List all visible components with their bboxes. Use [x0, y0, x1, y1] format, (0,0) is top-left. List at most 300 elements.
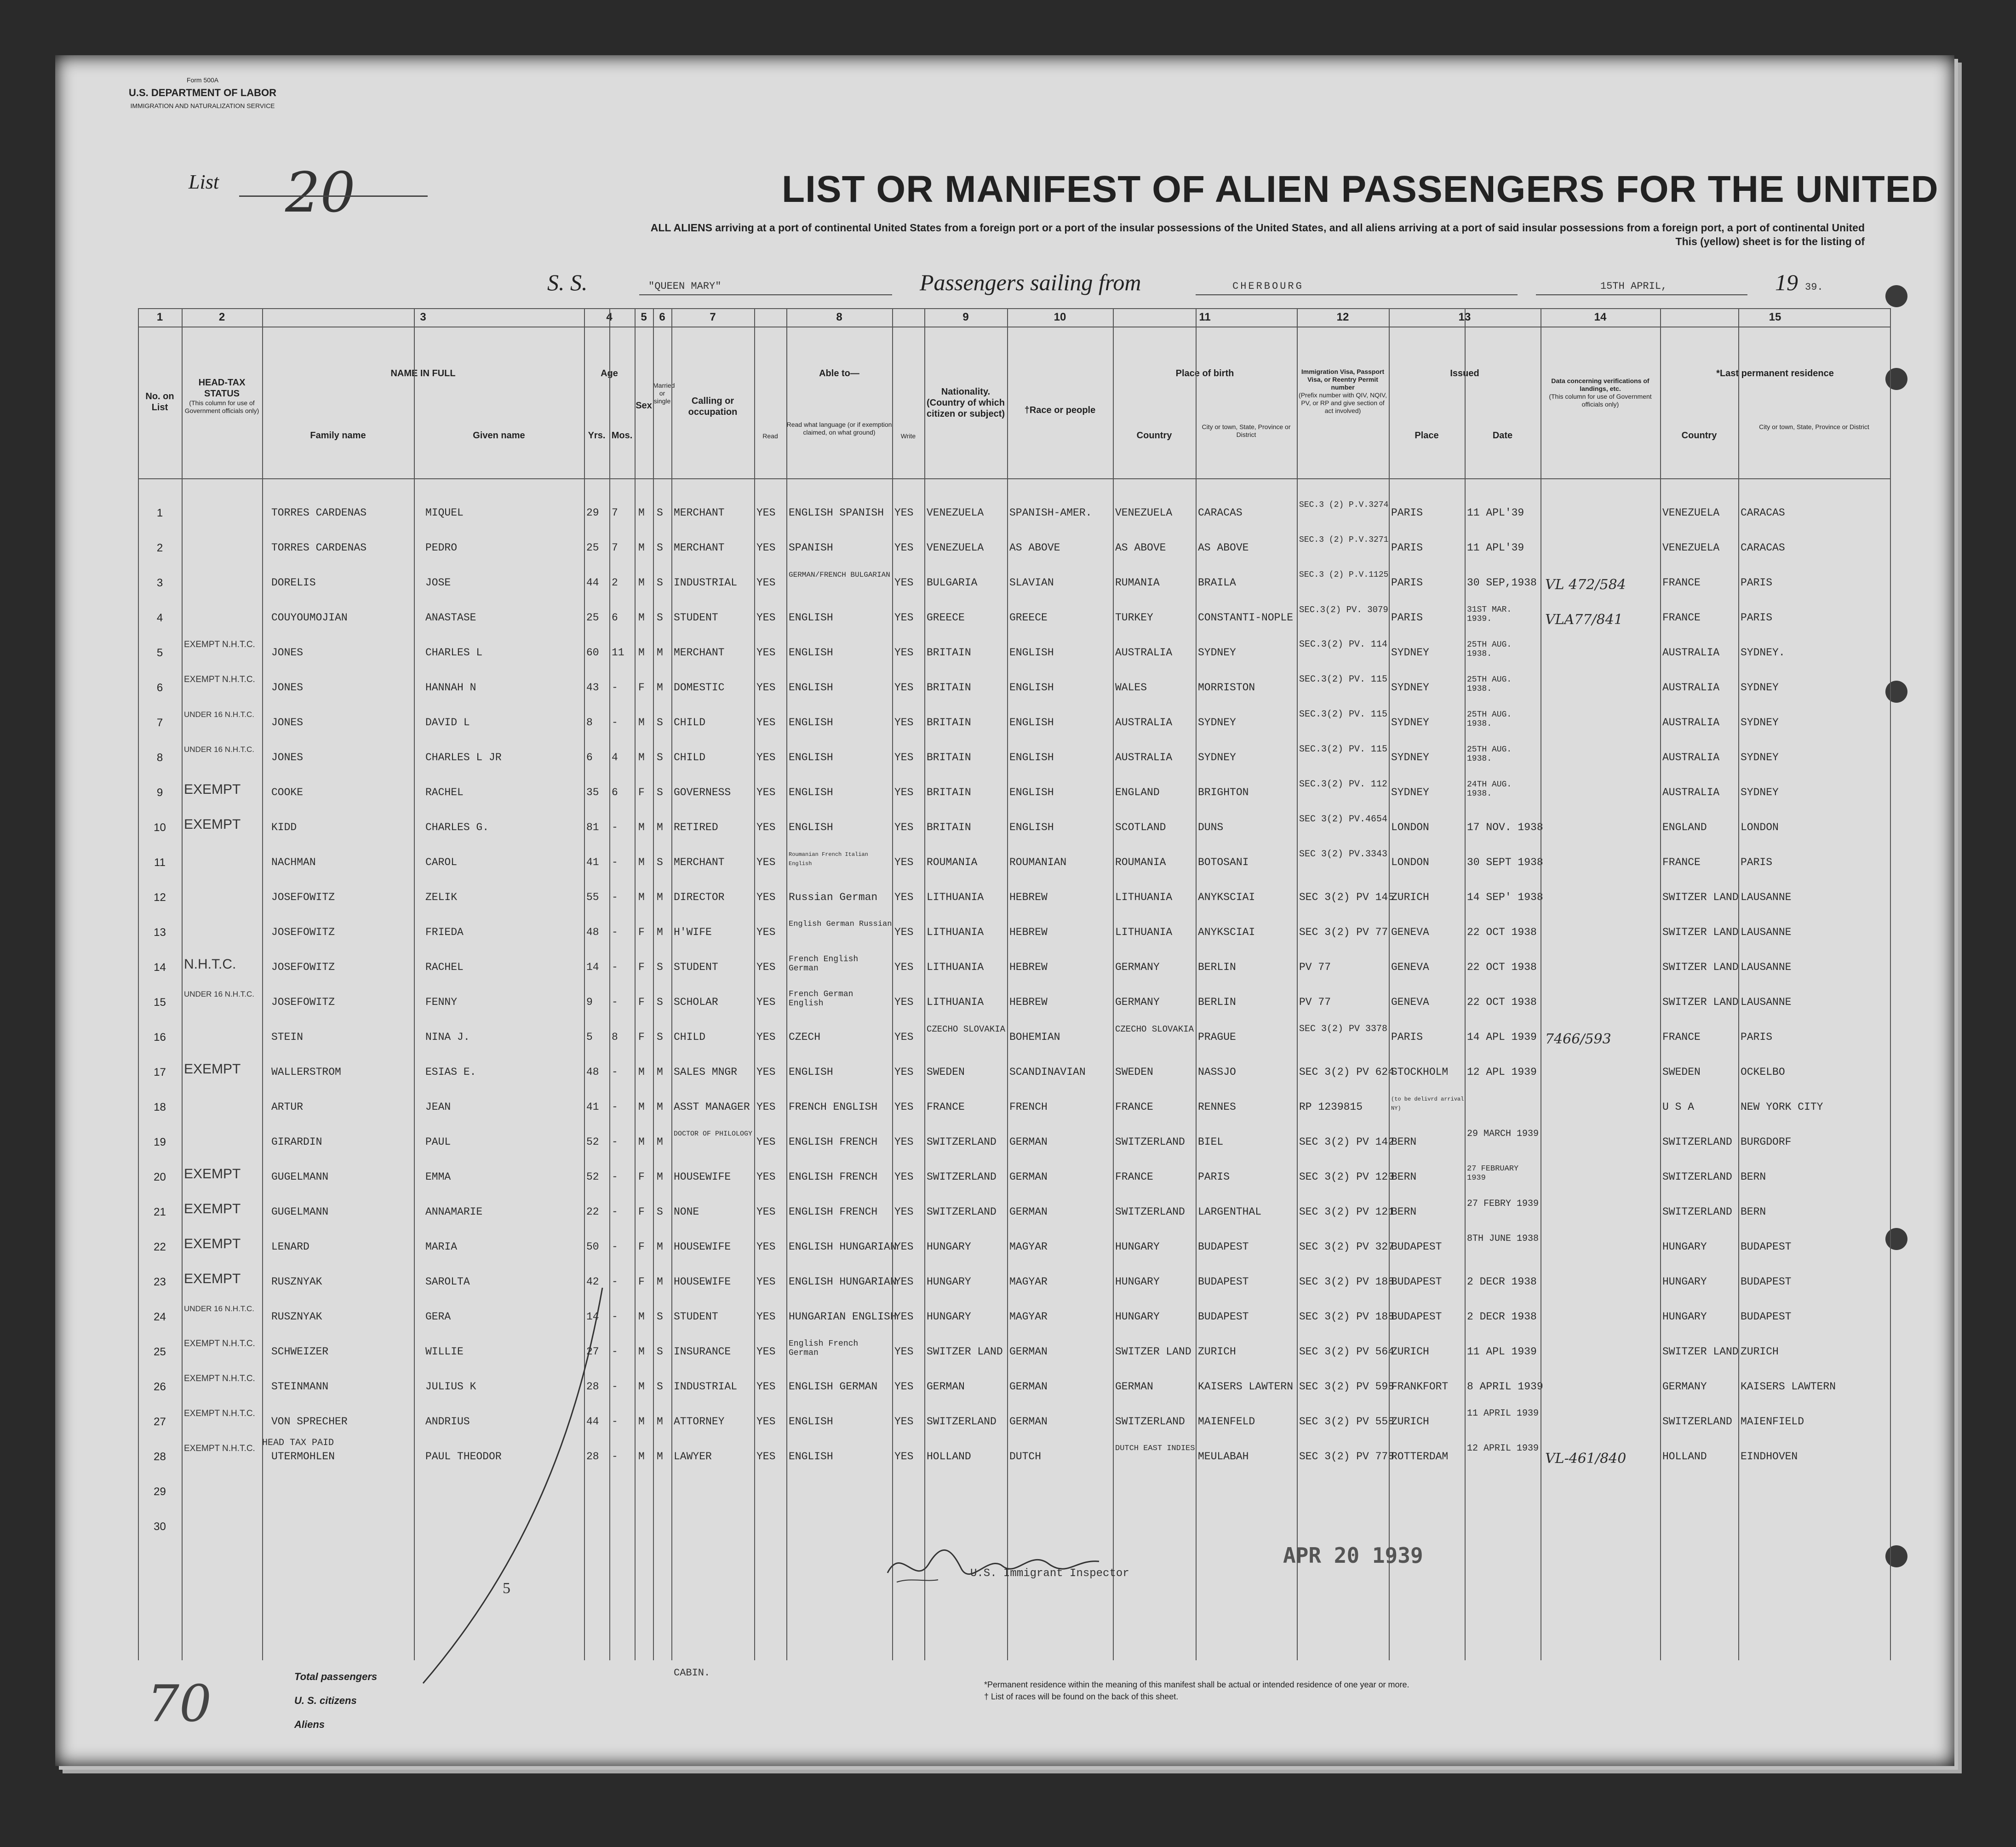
cell-family: ARTUR [271, 1101, 304, 1113]
cell-read: YES [756, 717, 776, 728]
cell-tax: EXEMPT [184, 817, 241, 832]
cell-race: SPANISH-AMER. [1009, 507, 1092, 519]
cell-res-city: MAIENFIELD [1741, 1416, 1804, 1428]
cell-yrs: 44 [586, 1416, 599, 1428]
cell-place: ROTTERDAM [1391, 1451, 1449, 1463]
col-number-12: 12 [1336, 311, 1349, 323]
cell-race: ENGLISH [1009, 717, 1054, 728]
header-write: Write [900, 432, 916, 440]
cell-nat: VENEZUELA [927, 542, 984, 554]
cell-country: HUNGARY [1115, 1276, 1160, 1288]
footer-labels [294, 1665, 377, 1737]
cell-write: YES [894, 507, 914, 519]
cell-occ: DOMESTIC [674, 682, 725, 694]
cell-nat: SWITZERLAND [927, 1171, 997, 1183]
cell-race: ENGLISH [1009, 751, 1054, 763]
table-row [138, 602, 1890, 637]
cell-place: GENEVA [1391, 926, 1429, 938]
cell-occ: MERCHANT [674, 542, 725, 554]
cell-country: WALES [1115, 682, 1147, 694]
cell-yrs: 50 [586, 1241, 599, 1253]
cell-ms: S [657, 786, 663, 798]
header-pob-city: City or town, State, Province or District [1202, 423, 1291, 438]
cell-ms: M [657, 1171, 663, 1183]
cell-yrs: 9 [586, 996, 593, 1008]
header-sex: Sex [636, 401, 652, 411]
cell-given: WILLIE [425, 1346, 464, 1358]
cell-write: YES [894, 1031, 914, 1043]
cell-mos: - [612, 821, 618, 833]
cell-city: NASSJO [1198, 1066, 1236, 1078]
cell-ms: S [657, 996, 663, 1008]
cell-race: HEBREW [1009, 891, 1048, 903]
cell-tax: EXEMPT N.H.T.C. [184, 1409, 255, 1418]
cell-date: 22 OCT 1938 [1467, 926, 1537, 938]
table-row [138, 811, 1890, 846]
cell-family: STEIN [271, 1031, 304, 1043]
cell-nat: LITHUANIA [927, 926, 984, 938]
grid-hline [138, 308, 1890, 309]
cell-res-city: SYDNEY [1741, 682, 1779, 694]
cell-read: YES [756, 1451, 776, 1463]
cell-date: 14 APL 1939 [1467, 1031, 1537, 1043]
cell-mos: - [612, 891, 618, 903]
header-head-tax-note: (This column for use of Government officials only) [184, 399, 259, 414]
cell-res-city: EINDHOVEN [1741, 1451, 1798, 1463]
cell-no: 2 [156, 542, 163, 554]
cell-occ: DIRECTOR [674, 891, 725, 903]
cell-given: CHARLES L JR [425, 751, 502, 763]
header-issued: Issued [1450, 368, 1479, 379]
cell-ms: S [657, 507, 663, 519]
cell-nat: FRANCE [927, 1101, 965, 1113]
cell-no: 11 [154, 856, 166, 869]
table-row [138, 1161, 1890, 1196]
cell-tax: UNDER 16 N.H.T.C. [184, 710, 255, 719]
margin-note: 70 [147, 1674, 212, 1733]
grid-vline [1890, 308, 1891, 1660]
cell-country: ENGLAND [1115, 786, 1160, 798]
cell-nat: BRITAIN [927, 821, 971, 833]
cell-lang: ENGLISH FRENCH [789, 1206, 878, 1218]
cell-res-city: CARACAS [1741, 507, 1785, 519]
grid-vline [924, 308, 925, 1660]
cell-ms: S [657, 717, 663, 728]
grid-vline [671, 308, 672, 1660]
sailing-date: 15TH APRIL, [1600, 281, 1667, 292]
header-no-on-list: No. on List [145, 391, 174, 413]
cell-occ: STUDENT [674, 961, 718, 973]
cell-yrs: 55 [586, 891, 599, 903]
col-number-8: 8 [836, 311, 842, 323]
cell-visa: SEC 3(2) PV 120 [1299, 1171, 1395, 1183]
cell-occ: CHILD [674, 1031, 706, 1043]
cell-res-city: LAUSANNE [1741, 996, 1792, 1008]
year-prefix: 19 [1775, 270, 1798, 295]
cell-visa: SEC 3(2) PV 327 [1299, 1241, 1395, 1253]
cell-mos: 4 [612, 751, 618, 763]
cell-visa: SEC 3(2) PV.4654 [1299, 814, 1388, 825]
cell-res-country: ENGLAND [1662, 821, 1707, 833]
cell-city: CARACAS [1198, 507, 1243, 519]
cell-sex: M [638, 1311, 645, 1323]
cell-given: NINA J. [425, 1031, 470, 1043]
cell-read: YES [756, 1066, 776, 1078]
cell-yrs: 43 [586, 682, 599, 694]
cell-given: ZELIK [425, 891, 458, 903]
cell-read: YES [756, 647, 776, 659]
cell-ms: S [657, 1346, 663, 1358]
cell-lang: FRENCH ENGLISH [789, 1101, 878, 1113]
cell-country: ROUMANIA [1115, 856, 1166, 868]
cell-nat: SWITZERLAND [927, 1206, 997, 1218]
cell-lang: ENGLISH [789, 751, 833, 763]
cell-read: YES [756, 961, 776, 973]
cell-date: 8 APRIL 1939 [1467, 1381, 1543, 1393]
col-number-13: 13 [1458, 311, 1471, 323]
table-row [138, 741, 1890, 776]
cell-no: 20 [154, 1171, 166, 1183]
header-read: Read [762, 432, 778, 440]
grid-vline [653, 308, 654, 1660]
cell-mos: - [612, 1206, 618, 1218]
cell-sex: M [638, 821, 645, 833]
cell-family: JOSEFOWITZ [271, 961, 335, 973]
cell-city: SYDNEY [1198, 717, 1236, 728]
cell-lang: ENGLISH HUNGARIAN [789, 1276, 897, 1288]
col-number-5: 5 [641, 311, 647, 323]
cell-mos: 7 [612, 507, 618, 519]
table-row [138, 1091, 1890, 1126]
cell-mos: - [612, 926, 618, 938]
cell-write: YES [894, 926, 914, 938]
cell-place: FRANKFORT [1391, 1381, 1449, 1393]
cell-date: 17 NOV. 1938 [1467, 821, 1543, 833]
cell-yrs: 48 [586, 926, 599, 938]
cell-res-country: HUNGARY [1662, 1241, 1707, 1253]
cell-visa: SEC.3(2) PV. 3079 [1299, 605, 1388, 615]
cell-no: 4 [156, 612, 163, 624]
cell-country: SCOTLAND [1115, 821, 1166, 833]
cell-mos: 11 [612, 647, 624, 659]
cell-res-country: SWITZERLAND [1662, 1171, 1732, 1183]
cell-tax: EXEMPT N.H.T.C. [184, 1339, 255, 1348]
cell-date: 11 APL 1939 [1467, 1346, 1537, 1358]
cell-family: UTERMOHLEN [271, 1451, 335, 1463]
cell-occ: H'WIFE [674, 926, 712, 938]
col-number-11: 11 [1199, 311, 1211, 323]
cell-read: YES [756, 751, 776, 763]
cell-race: MAGYAR [1009, 1276, 1048, 1288]
header-married: Married or single [653, 382, 675, 405]
cell-read: YES [756, 542, 776, 554]
grid-vline [786, 308, 787, 1660]
cell-res-country: VENEZUELA [1662, 507, 1720, 519]
cell-country: HUNGARY [1115, 1241, 1160, 1253]
cell-yrs: 52 [586, 1136, 599, 1148]
cell-res-country: GERMANY [1662, 1381, 1707, 1393]
cell-tax: UNDER 16 N.H.T.C. [184, 990, 255, 998]
table-row [138, 532, 1890, 567]
cell-mos: - [612, 1346, 618, 1358]
cell-family: NACHMAN [271, 856, 316, 868]
cell-lang: CZECH [789, 1031, 821, 1043]
cell-no: 28 [154, 1451, 166, 1463]
cell-given: MIQUEL [425, 507, 464, 519]
cell-race: HEBREW [1009, 961, 1048, 973]
cell-given: FENNY [425, 996, 458, 1008]
cell-city: AS ABOVE [1198, 542, 1249, 554]
cell-yrs: 5 [586, 1031, 593, 1043]
cell-date: 22 OCT 1938 [1467, 961, 1537, 973]
cell-res-country: AUSTRALIA [1662, 682, 1720, 694]
cell-given: ANASTASE [425, 612, 476, 624]
cell-yrs: 42 [586, 1276, 599, 1288]
cell-city: BERLIN [1198, 996, 1236, 1008]
cell-yrs: 35 [586, 786, 599, 798]
cell-family: KIDD [271, 821, 297, 833]
cell-place: BERN [1391, 1206, 1417, 1218]
header-landing-title: Data concerning verifications of landings, etc. [1551, 377, 1649, 392]
cell-place: BUDAPEST [1391, 1241, 1442, 1253]
cell-date: 12 APL 1939 [1467, 1066, 1537, 1078]
cell-yrs: 6 [586, 751, 593, 763]
cell-no: 14 [154, 961, 166, 974]
cell-visa: SEC 3(2) PV 188 [1299, 1276, 1395, 1288]
cell-mos: - [612, 682, 618, 694]
cell-no: 21 [154, 1206, 166, 1218]
cell-yrs: 14 [586, 1311, 599, 1323]
cell-res-city: BUDAPEST [1741, 1311, 1792, 1323]
cell-nat: ROUMANIA [927, 856, 978, 868]
col-number-1: 1 [156, 311, 163, 323]
cell-no: 12 [154, 891, 166, 904]
table-row [138, 1196, 1890, 1231]
cell-mos: - [612, 961, 618, 973]
cell-res-country: FRANCE [1662, 577, 1701, 589]
cell-occ: NONE [674, 1206, 699, 1218]
cell-country: RUMANIA [1115, 577, 1160, 589]
cell-date: 12 APRIL 1939 [1467, 1443, 1539, 1454]
cell-ms: M [657, 821, 663, 833]
footnote-races: † List of races will be found on the back of this sheet. [984, 1692, 1179, 1701]
cell-family: RUSZNYAK [271, 1276, 322, 1288]
cell-mos: - [612, 1066, 618, 1078]
table-row [138, 776, 1890, 811]
header-age: Age [601, 368, 618, 379]
cell-visa: SEC.3 (2) P.V.3274 [1299, 500, 1389, 510]
cell-write: YES [894, 961, 914, 973]
cell-given: SAROLTA [425, 1276, 470, 1288]
cell-family: WALLERSTROM [271, 1066, 341, 1078]
cell-lang: ENGLISH FRENCH [789, 1171, 878, 1183]
cell-write: YES [894, 542, 914, 554]
cell-date: 30 SEPT 1938 [1467, 856, 1543, 868]
header-place-of-birth: Place of birth [1175, 368, 1234, 379]
header-family-name: Family name [310, 430, 366, 441]
cell-ms: M [657, 1066, 663, 1078]
cell-occ: INDUSTRIAL [674, 577, 738, 589]
cell-place: PARIS [1391, 612, 1423, 624]
footnote-residence: *Permanent residence within the meaning of this manifest shall be actual or intended residence of one year or more. [984, 1680, 1409, 1689]
cell-date: 25TH AUG. 1938. [1467, 710, 1512, 728]
cell-mos: 6 [612, 612, 618, 624]
subtitle-line-2: This (yellow) sheet is for the listing of [1675, 235, 1865, 247]
cell-date: 31ST MAR. 1939. [1467, 605, 1512, 624]
cell-read: YES [756, 682, 776, 694]
cell-ms: S [657, 612, 663, 624]
cell-race: GERMAN [1009, 1171, 1048, 1183]
cell-sex: F [638, 786, 645, 798]
cell-read: YES [756, 1276, 776, 1288]
grid-vline [1465, 308, 1466, 1660]
cell-race: ROUMANIAN [1009, 856, 1067, 868]
cell-family: JONES [271, 682, 304, 694]
form-number: Form 500A [186, 76, 219, 84]
cell-ms: S [657, 542, 663, 554]
cell-lang: Russian German [789, 891, 878, 903]
cell-res-country: FRANCE [1662, 612, 1701, 624]
cell-res-city: LAUSANNE [1741, 891, 1792, 903]
cell-nat: LITHUANIA [927, 891, 984, 903]
inspector-label: U.S. Immigrant Inspector [970, 1567, 1129, 1580]
cell-nat: BRITAIN [927, 717, 971, 728]
footnotes [984, 1679, 1409, 1703]
cell-write: YES [894, 751, 914, 763]
punch-hole [1885, 285, 1907, 307]
cell-country: AUSTRALIA [1115, 647, 1173, 659]
cell-occ: SCHOLAR [674, 996, 718, 1008]
cell-place: GENEVA [1391, 961, 1429, 973]
cell-family: SCHWEIZER [271, 1346, 329, 1358]
col-number-4: 4 [606, 311, 613, 323]
cell-race: SLAVIAN [1009, 577, 1054, 589]
table-row [138, 1056, 1890, 1091]
cell-tax: EXEMPT N.H.T.C. [184, 675, 255, 684]
cell-no: 22 [154, 1241, 166, 1253]
port-underline [1196, 294, 1518, 295]
cell-write: YES [894, 996, 914, 1008]
cell-ms: S [657, 856, 663, 868]
cell-res-city: PARIS [1741, 856, 1773, 868]
cell-no: 9 [156, 786, 163, 799]
cell-family: JOSEFOWITZ [271, 891, 335, 903]
cell-sex: M [638, 542, 645, 554]
cell-read: YES [756, 891, 776, 903]
cell-res-country: HOLLAND [1662, 1451, 1707, 1463]
cell-yrs: 41 [586, 1101, 599, 1113]
cell-read: YES [756, 1136, 776, 1148]
cell-lang: ENGLISH SPANISH [789, 507, 884, 519]
cell-yrs: 44 [586, 577, 599, 589]
year-suffix: 39. [1805, 281, 1823, 293]
diagonal-pen-mark [395, 1279, 625, 1692]
cell-country: GERMAN [1115, 1381, 1153, 1393]
cell-city: ANYKSCIAI [1198, 891, 1255, 903]
cell-yrs: 22 [586, 1206, 599, 1218]
grid-vline [138, 308, 139, 1660]
cell-lang: ENGLISH [789, 717, 833, 728]
header-visa-note: (Prefix number with QIV, NQIV, PV, or RP and give section of act involved) [1299, 391, 1387, 414]
cell-ms: M [657, 926, 663, 938]
service: IMMIGRATION AND NATURALIZATION SERVICE [130, 102, 275, 109]
cell-write: YES [894, 1101, 914, 1113]
cell-mos: 8 [612, 1031, 618, 1043]
table-row [138, 497, 1890, 532]
cell-nat: BULGARIA [927, 577, 978, 589]
cell-ms: M [657, 682, 663, 694]
us-citizens-label: U. S. citizens [294, 1695, 357, 1706]
cell-read: YES [756, 577, 776, 589]
header-head-tax [182, 377, 262, 415]
cell-family: JOSEFOWITZ [271, 996, 335, 1008]
cell-write: YES [894, 577, 914, 589]
cell-sex: M [638, 1066, 645, 1078]
header-head-tax-title: HEAD-TAX STATUS [198, 378, 246, 399]
cell-read: YES [756, 507, 776, 519]
table-row [138, 1231, 1890, 1266]
cell-sex: M [638, 507, 645, 519]
cell-place: SYDNEY [1391, 717, 1429, 728]
cell-visa: SEC 3(2) PV 558 [1299, 1416, 1395, 1428]
col-number-6: 6 [659, 311, 665, 323]
cell-given: HANNAH N [425, 682, 476, 694]
cell-res-country: AUSTRALIA [1662, 751, 1720, 763]
cell-sex: M [638, 612, 645, 624]
header-pob-country: Country [1136, 430, 1172, 441]
cell-visa: SEC 3(2) PV 3378 [1299, 1024, 1388, 1034]
cell-family: GUGELMANN [271, 1206, 329, 1218]
aliens-label: Aliens [294, 1719, 325, 1730]
cell-lang: ENGLISH GERMAN [789, 1381, 878, 1393]
cell-place: ZURICH [1391, 1416, 1429, 1428]
cell-res-country: HUNGARY [1662, 1276, 1707, 1288]
cell-place: SYDNEY [1391, 647, 1429, 659]
cell-sex: M [638, 1381, 645, 1393]
cell-given: PAUL [425, 1136, 451, 1148]
cell-lang: ENGLISH [789, 1066, 833, 1078]
cell-read: YES [756, 1311, 776, 1323]
cell-visa: SEC 3(2) PV 624 [1299, 1066, 1395, 1078]
cell-place: SYDNEY [1391, 751, 1429, 763]
header-race: †Race or people [1024, 405, 1096, 415]
cell-given: PAUL THEODOR [425, 1451, 502, 1463]
list-label: List [189, 171, 219, 193]
cell-no: 5 [156, 647, 163, 659]
cell-mos: 2 [612, 577, 618, 589]
cell-country: FRANCE [1115, 1171, 1153, 1183]
cell-race: MAGYAR [1009, 1241, 1048, 1253]
cell-res-city: PARIS [1741, 612, 1773, 624]
cabin-label: CABIN. [674, 1667, 710, 1679]
cell-city: SYDNEY [1198, 751, 1236, 763]
cell-ms: M [657, 1101, 663, 1113]
cell-place: ZURICH [1391, 1346, 1429, 1358]
subtitle-line-1: ALL ALIENS arriving at a port of continental United States from a foreign port or a port of the insular possessions of the United States, and all aliens arriving at a port of said insular possessions from a foreign port, a port of continental United [650, 222, 1865, 234]
cell-nat: HOLLAND [927, 1451, 971, 1463]
cell-family: GUGELMANN [271, 1171, 329, 1183]
table-row [138, 986, 1890, 1021]
cell-sex: M [638, 1136, 645, 1148]
cell-occ: LAWYER [674, 1451, 712, 1463]
cell-res-country: SWITZER LAND [1662, 996, 1739, 1008]
cell-write: YES [894, 647, 914, 659]
cell-write: YES [894, 1276, 914, 1288]
cell-country: FRANCE [1115, 1101, 1153, 1113]
cell-date: 11 APRIL 1939 [1467, 1408, 1539, 1419]
department: U.S. DEPARTMENT OF LABOR [129, 87, 277, 98]
cell-sex: M [638, 751, 645, 763]
